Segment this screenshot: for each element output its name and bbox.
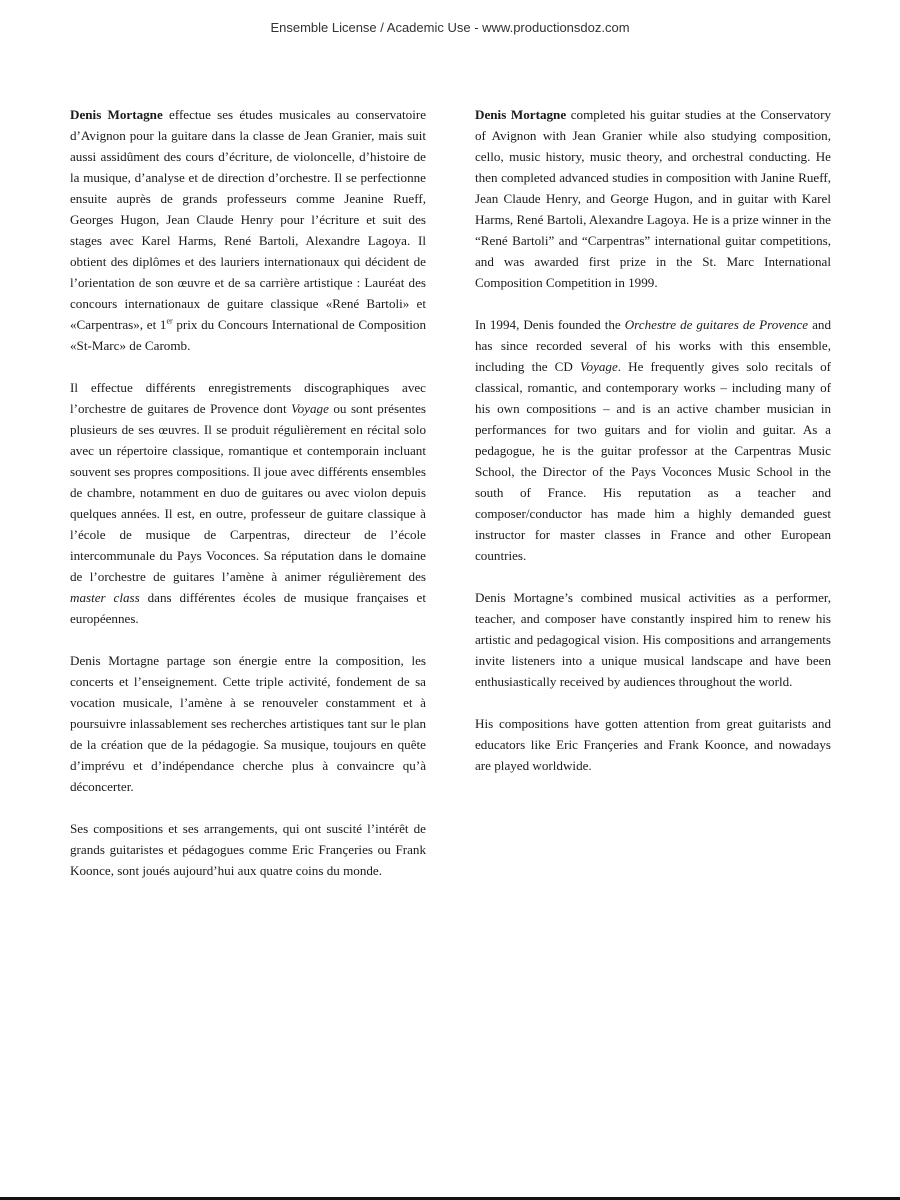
french-paragraph-2 (70, 377, 426, 629)
english-orchestre-title: Orchestre de guitares de Provence (624, 317, 809, 332)
french-p1-text-a: effectue ses études musicales au conservatoire d’Avignon pour la guitare dans la classe de Jean Granier, mais suit aussi assidûment des cours d’écriture, de violoncelle, d’histoire de la musique, d’analyse et de direction d’orchestre. Il se perfectionne ensuite auprès de grands professeurs comme Jeanine Rueff, Georges Hugon, Jean Claude Henry pour l’écriture et suit des stages avec Karel Harms, René Bartoli, Alexandre Lagoya. Il obtient des diplômes et des lauriers internationaux qui décident de l’orientation de son œuvre et de sa carrière artistique : Lauréat des concours internationaux de guitare classique «René Bartoli» et «Carpentras», et 1 (70, 107, 427, 332)
english-voyage-title: Voyage (579, 359, 618, 374)
english-paragraph-3: Denis Mortagne’s combined musical activities as a performer, teacher, and composer have constantly inspired him to renew his artistic and pedagogical vision. His compositions and arrangements invite listeners into a unique musical landscape and have been enthusiastically received by audiences throughout the world. (475, 590, 831, 689)
french-voyage-title: Voyage (291, 401, 329, 416)
english-paragraph-4: His compositions have gotten attention from great guitarists and educators like Eric Franҫeries and Frank Koonce, and nowadays are played worldwide. (475, 716, 831, 773)
french-artist-name: Denis Mortagne (70, 107, 163, 122)
english-paragraph-1 (475, 104, 831, 293)
english-paragraph-2 (475, 314, 831, 566)
english-p2-text-a: In 1994, Denis founded the (475, 317, 625, 332)
french-master-class: master class (70, 590, 140, 605)
french-paragraph-4: Ses compositions et ses arrangements, qui ont suscité l’intérêt de grands guitaristes et pédagogues comme Eric Franҫeries ou Frank Koonce, sont joués aujourd’hui aux quatre coins du monde. (70, 821, 426, 878)
english-artist-name: Denis Mortagne (475, 107, 567, 122)
french-biography-column (70, 104, 426, 902)
french-paragraph-3: Denis Mortagne partage son énergie entre la composition, les concerts et l’enseignement. Cette triple activité, fondement de sa vocation musicale, l’amène à se renouveler constamment et à poursuivre inlassablement ses recherches artistiques tant sur le plan de la création que de la pédagogie. Sa musique, toujours en quête d’imprévu et d’indépendance cherche plus à convaincre qu’à déconcerter. (70, 653, 426, 794)
french-premier-superscript: er (166, 316, 173, 326)
french-p2-text-a: Il effectue différents enregistrements discographiques avec l’orchestre de guitares de Provence dont (70, 380, 426, 416)
french-p2-text-c: dans différentes écoles de musique françaises et européennes. (70, 590, 426, 626)
english-p2-text-b: and has since recorded several of his works with this ensemble, including the CD (475, 317, 831, 374)
english-p2-text-c: . He frequently gives solo recitals of classical, romantic, and contemporary works – including many of his own compositions – and is an active chamber musician in performances for two guitars and for violin and guitar. As a pedagogue, he is the guitar professor at the Carpentras Music School, the Director of the Pays Voconces Music School in the south of France. His reputation as a teacher and composer/conductor has made him a highly demanded guest instructor for master classes in France and other European countries. (475, 359, 831, 563)
french-p1-text-b: prix du Concours International de Composition «St-Marc» de Caromb. (70, 317, 426, 353)
french-paragraph-1 (70, 104, 426, 356)
english-biography-column (475, 104, 831, 797)
license-header: Ensemble License / Academic Use - www.productionsdoz.com (270, 20, 630, 35)
english-p1-text: completed his guitar studies at the Conservatory of Avignon with Jean Granier while also studying composition, cello, music history, music theory, and orchestral conducting. He then completed advanced studies in composition with Janine Rueff, Jean Claude Henry, and George Hugon, and in guitar with Karel Harms, René Bartoli, Alexandre Lagoya. He is a prize winner in the “René Bartoli” and “Carpentras” international guitar competitions, and was awarded first prize in the St. Marc International Composition Competition in 1999. (475, 107, 831, 290)
french-p2-text-b: ou sont présentes plusieurs de ses œuvres. Il se produit régulièrement en récital solo avec un répertoire classique, romantique et contemporain incluant souvent ses propres compositions. Il joue avec différents ensembles de chambre, notamment en duo de guitares ou avec violon depuis quelques années. Il est, en outre, professeur de guitare classique à l’école de musique de Carpentras, directeur de l’école intercommunale du Pays Voconces. Sa réputation dans le domaine de l’orchestre de guitares l’amène à animer régulièrement des (70, 401, 426, 584)
